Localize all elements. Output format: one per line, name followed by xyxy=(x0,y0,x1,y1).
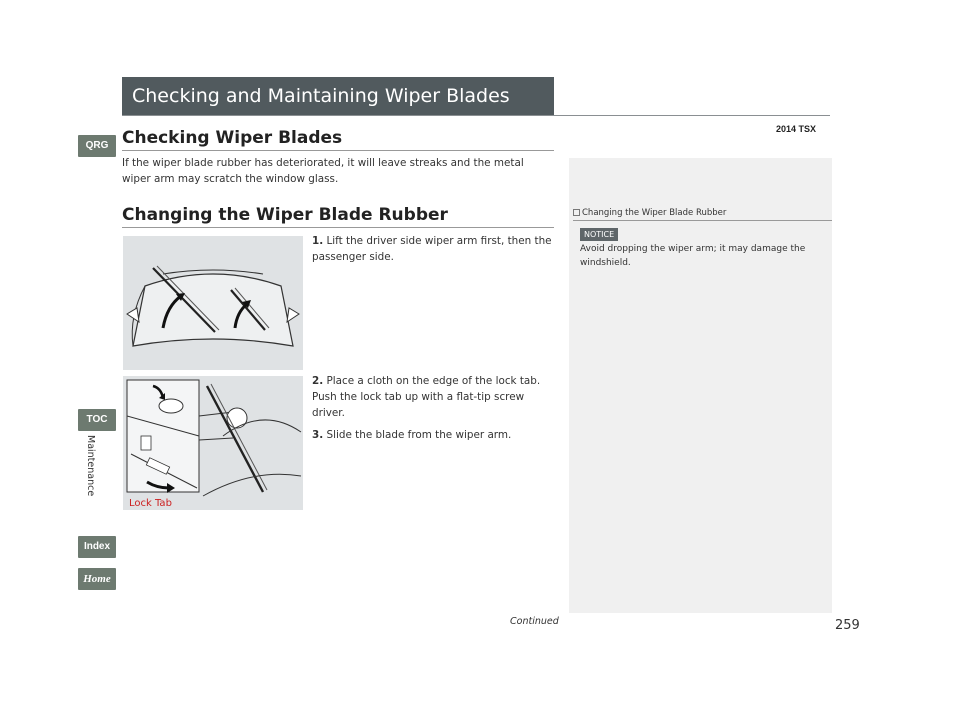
step-2 xyxy=(312,373,556,421)
intro-paragraph: If the wiper blade rubber has deteriorated, it will leave streaks and the metal wiper arm may scratch the window glass. xyxy=(122,157,524,185)
sidebar-note-title xyxy=(573,208,726,218)
page-number: 259 xyxy=(835,618,860,633)
qrg-button[interactable]: QRG xyxy=(78,135,116,157)
figure-lock-tab xyxy=(123,376,303,510)
figure-wiper-arms-lifted xyxy=(123,236,303,370)
chapter-label: Maintenance xyxy=(85,435,96,497)
step-text: Lift the driver side wiper arm first, then the passenger side. xyxy=(312,235,552,263)
sidebar-title-text: Changing the Wiper Blade Rubber xyxy=(582,208,727,218)
step-text: Slide the blade from the wiper arm. xyxy=(326,429,512,441)
model-label: 2014 TSX xyxy=(776,124,817,134)
heading-divider xyxy=(122,227,554,228)
notice-text: Avoid dropping the wiper arm; it may damage the windshield. xyxy=(580,244,806,268)
step-text: Place a cloth on the edge of the lock tab. Push the lock tab up with a flat-tip screw driver. xyxy=(312,375,541,419)
continued-label: Continued xyxy=(510,616,559,627)
home-button[interactable]: Home xyxy=(78,568,116,590)
lock-tab-callout: Lock Tab xyxy=(129,498,172,509)
step-3 xyxy=(312,427,556,443)
windshield-illustration xyxy=(123,236,303,370)
sidebar-note-panel xyxy=(569,158,832,613)
section-title-banner: Checking and Maintaining Wiper Blades xyxy=(122,77,554,115)
step-number: 2. xyxy=(312,375,324,387)
sidebar-divider xyxy=(573,220,832,221)
toc-button[interactable]: TOC xyxy=(78,409,116,431)
banner-divider xyxy=(122,115,830,116)
heading-divider xyxy=(122,150,554,151)
heading-changing-blade-rubber: Changing the Wiper Blade Rubber xyxy=(122,205,448,225)
step-1 xyxy=(312,233,556,265)
lock-tab-illustration xyxy=(123,376,303,510)
step-number: 1. xyxy=(312,235,324,247)
step-number: 3. xyxy=(312,429,324,441)
note-marker-icon xyxy=(573,209,580,216)
notice-badge: NOTICE xyxy=(580,228,618,241)
heading-checking-wiper-blades: Checking Wiper Blades xyxy=(122,128,343,148)
index-button[interactable]: Index xyxy=(78,536,116,558)
